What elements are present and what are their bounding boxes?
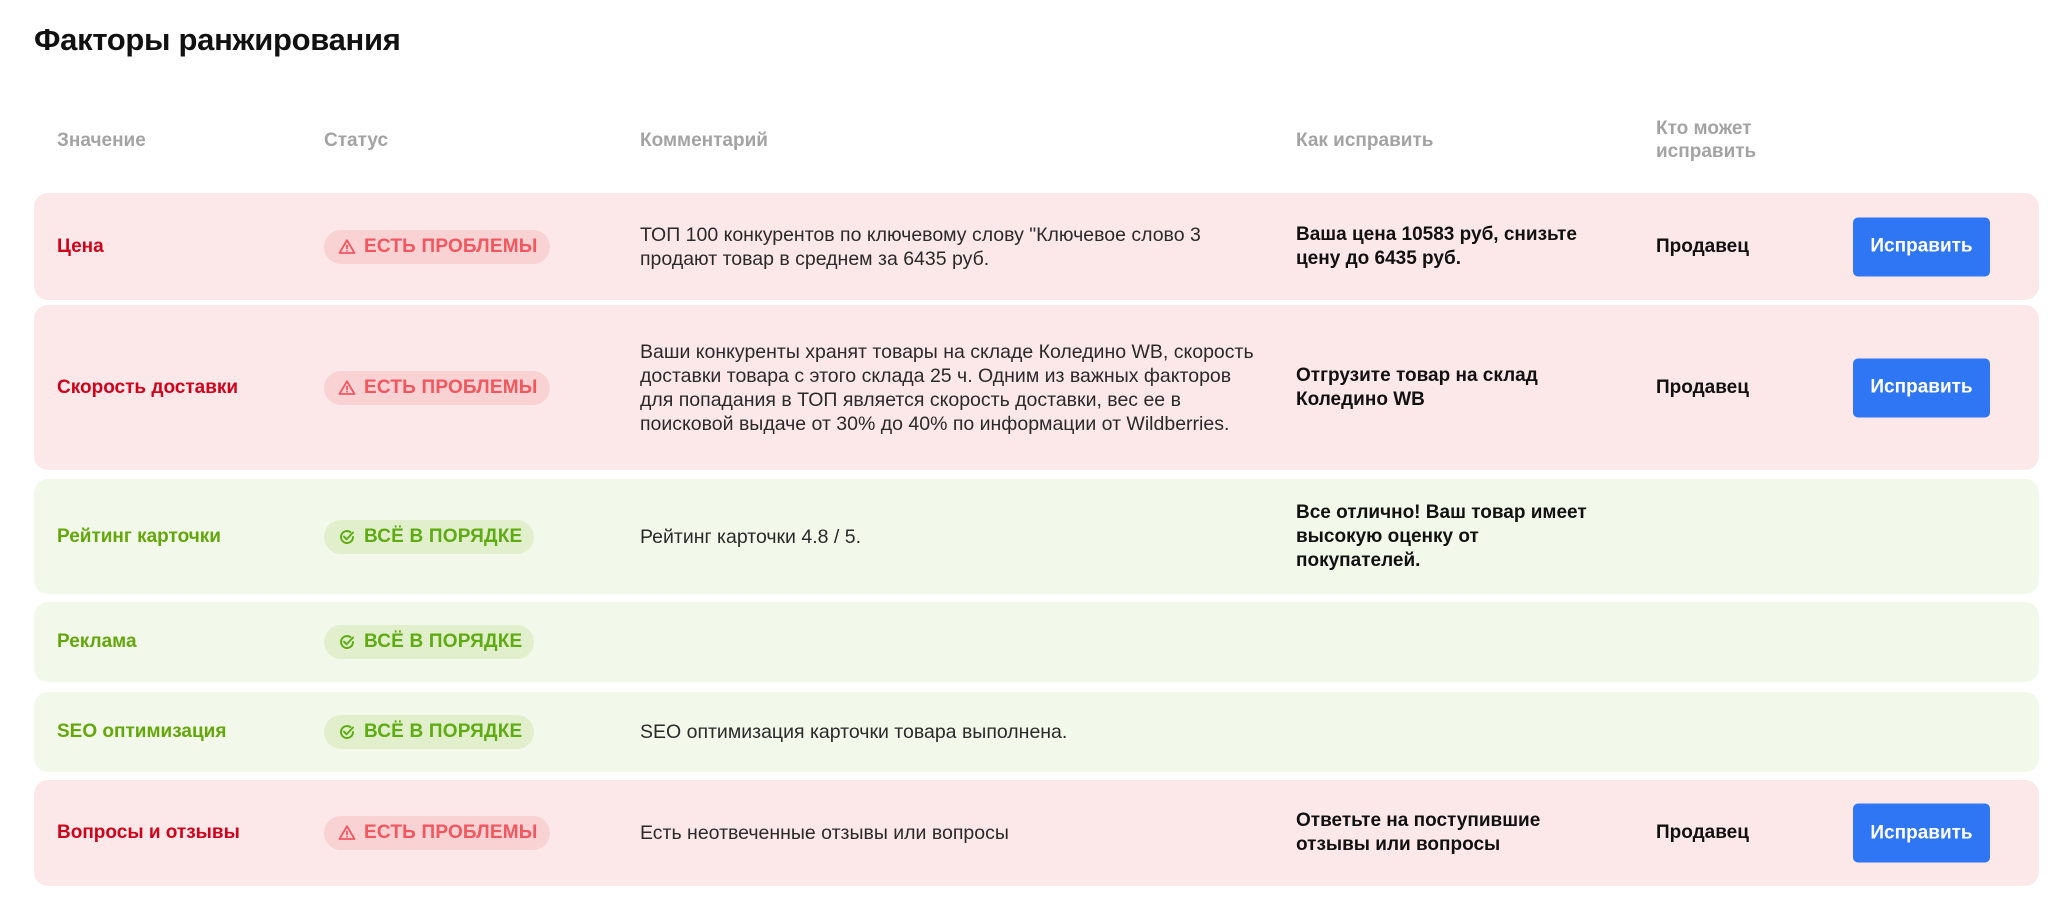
how-to-fix-text: Ваша цена 10583 руб, снизьте цену до 6435 руб. <box>1296 223 1577 269</box>
table-row <box>34 193 2039 300</box>
status-label: ВСЁ В ПОРЯДКЕ <box>364 631 523 652</box>
comment-text: SEO оптимизация карточки товара выполнена. <box>640 721 1068 743</box>
fix-button[interactable]: Исправить <box>1853 358 1990 417</box>
factor-name: Рейтинг карточки <box>57 525 221 547</box>
comment-text: ТОП 100 конкурентов по ключевому слову "Ключевое слово 3 продают товар в среднем за 6435 руб. <box>640 223 1201 270</box>
how-to-fix-text: Ответьте на поступившие отзывы или вопросы <box>1296 810 1541 855</box>
status-label: ВСЁ В ПОРЯДКЕ <box>364 721 523 742</box>
warning-triangle-icon <box>338 238 356 256</box>
status-badge <box>324 816 550 850</box>
check-circle-icon <box>338 633 356 651</box>
how-to-fix-text: Все отлично! Ваш товар имеет высокую оценку от покупателей. <box>1296 501 1587 571</box>
who-can-fix: Продавец <box>1656 376 1749 398</box>
comment-text: Ваши конкуренты хранят товары на складе Коледино WB, скорость доставки товара с этого склада 25 ч. Одним из важных факторов для попадания в ТОП является скорость доставки, вес ее в поисковой выдаче от 30% до 40% по информации от Wildberries. <box>640 340 1254 435</box>
status-badge <box>324 230 550 264</box>
who-can-fix: Продавец <box>1656 235 1749 257</box>
status-label: ЕСТЬ ПРОБЛЕМЫ <box>364 235 538 257</box>
status-label: ЕСТЬ ПРОБЛЕМЫ <box>364 822 538 843</box>
who-can-fix: Продавец <box>1656 822 1749 843</box>
header-how-to-fix: Как исправить <box>1296 130 1434 151</box>
warning-triangle-icon <box>338 379 356 397</box>
header-who-can-fix: Кто может исправить <box>1656 118 1757 162</box>
status-badge <box>324 371 550 405</box>
factor-name: Скорость доставки <box>57 376 239 398</box>
table-row <box>34 780 2039 886</box>
factor-name: Вопросы и отзывы <box>57 822 240 843</box>
status-badge <box>324 520 534 554</box>
how-to-fix-text: Отгрузите товар на склад Коледино WB <box>1296 364 1538 410</box>
check-circle-icon <box>338 723 356 741</box>
status-badge <box>324 715 534 749</box>
table-header <box>0 115 2048 175</box>
fix-button[interactable]: Исправить <box>1853 217 1990 276</box>
header-value: Значение <box>57 130 146 151</box>
header-comment: Комментарий <box>640 130 768 151</box>
comment-text: Рейтинг карточки 4.8 / 5. <box>640 525 861 548</box>
fix-button[interactable]: Исправить <box>1853 804 1990 863</box>
factor-name: Реклама <box>57 631 137 652</box>
factor-name: SEO оптимизация <box>57 721 227 742</box>
table-row <box>34 692 2039 772</box>
table-row <box>34 305 2039 470</box>
status-label: ЕСТЬ ПРОБЛЕМЫ <box>364 376 538 398</box>
table-row <box>34 479 2039 594</box>
check-circle-icon <box>338 528 356 546</box>
page-title: Факторы ранжирования <box>34 22 401 57</box>
factor-name: Цена <box>57 235 104 257</box>
header-status: Статус <box>324 130 389 151</box>
status-badge <box>324 625 534 659</box>
table-row <box>34 602 2039 682</box>
warning-triangle-icon <box>338 824 356 842</box>
comment-text: Есть неотвеченные отзывы или вопросы <box>640 822 1009 844</box>
status-label: ВСЁ В ПОРЯДКЕ <box>364 525 523 547</box>
